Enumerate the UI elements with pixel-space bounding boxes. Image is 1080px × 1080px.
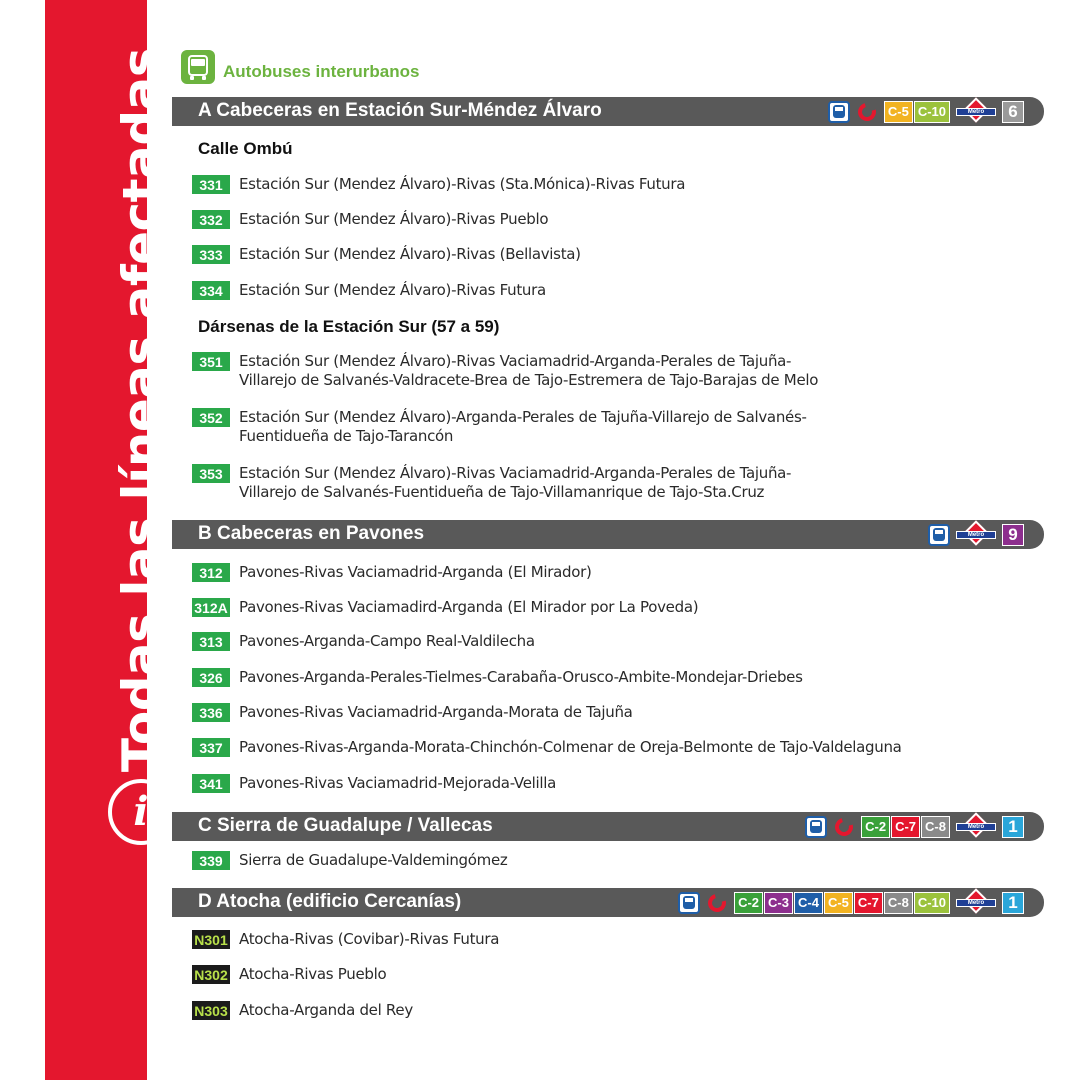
- cercanias-line-badge: C-7: [854, 892, 883, 914]
- group-heading: Calle Ombú: [198, 139, 293, 158]
- line-row: [192, 738, 902, 757]
- line-route: Pavones-Arganda-Perales-Tielmes-Carabaña-Orusco-Ambite-Mondejar-Driebes: [239, 668, 803, 686]
- line-code-badge: 326: [192, 668, 230, 687]
- line-row: [192, 1001, 413, 1020]
- bus-stop-icon: [805, 816, 827, 838]
- line-row: [192, 563, 592, 582]
- group-heading: Dársenas de la Estación Sur (57 a 59): [198, 317, 500, 336]
- line-route: Estación Sur (Mendez Álvaro)-Rivas (Sta.Mónica)-Rivas Futura: [239, 175, 686, 193]
- line-code-badge: 336: [192, 703, 230, 722]
- cercanias-icon: [832, 814, 857, 839]
- section-a-bar: [172, 97, 1044, 126]
- line-row: [192, 598, 698, 617]
- cercanias-line-badge: C-2: [734, 892, 763, 914]
- line-code-badge: 313: [192, 632, 230, 651]
- line-code-badge: N301: [192, 930, 230, 949]
- cercanias-line-badge: C-2: [861, 816, 890, 838]
- cercanias-line-badge: C-5: [884, 101, 913, 123]
- cercanias-icon: [705, 890, 730, 915]
- metro-line-badge: 1: [1002, 816, 1024, 838]
- line-route: Atocha-Rivas Pueblo: [239, 965, 387, 983]
- metro-icon: Metro: [956, 102, 996, 122]
- metro-icon: Metro: [956, 817, 996, 837]
- section-b-bar: [172, 520, 1044, 549]
- transport-icons: [828, 100, 1024, 123]
- line-route: Pavones-Rivas-Arganda-Morata-Chinchón-Colmenar de Oreja-Belmonte de Tajo-Valdelaguna: [239, 738, 902, 756]
- line-route: Pavones-Arganda-Campo Real-Valdilecha: [239, 632, 535, 650]
- section-d-bar: [172, 888, 1044, 917]
- line-row: [192, 281, 546, 300]
- side-title: Todas las líneas afectadas: [112, 47, 170, 773]
- cercanias-line-badge: C-4: [794, 892, 823, 914]
- line-code-badge: 331: [192, 175, 230, 194]
- section-c-bar: [172, 812, 1044, 841]
- line-code-badge: N302: [192, 965, 230, 984]
- line-route: Estación Sur (Mendez Álvaro)-Rivas Pueblo: [239, 210, 549, 228]
- line-row: [192, 408, 807, 446]
- bus-icon: [181, 50, 215, 84]
- cercanias-line-badge: C-8: [921, 816, 950, 838]
- line-code-badge: 333: [192, 245, 230, 264]
- line-route: Estación Sur (Mendez Álvaro)-Rivas (Bellavista): [239, 245, 581, 263]
- cercanias-line-badge: C-5: [824, 892, 853, 914]
- content: [172, 0, 1044, 1080]
- line-row: [192, 245, 581, 264]
- info-icon: i: [108, 779, 174, 845]
- line-code-badge: 312A: [192, 598, 230, 617]
- side-band: [45, 0, 170, 1080]
- line-route: Atocha-Rivas (Covibar)-Rivas Futura: [239, 930, 500, 948]
- line-route: Estación Sur (Mendez Álvaro)-Arganda-Perales de Tajuña-Villarejo de Salvanés- Fuentidueña de Tajo-Tarancón: [239, 408, 807, 445]
- line-row: [192, 703, 633, 722]
- brand-label: Autobuses interurbanos: [223, 62, 420, 81]
- cercanias-line-badge: C-10: [914, 101, 950, 123]
- section-title: B Cabeceras en Pavones: [198, 523, 425, 544]
- metro-line-badge: 6: [1002, 101, 1024, 123]
- line-route: Estación Sur (Mendez Álvaro)-Rivas Futura: [239, 281, 546, 299]
- transport-icons: [805, 815, 1024, 838]
- line-code-badge: 339: [192, 851, 230, 870]
- bus-stop-icon: [828, 101, 850, 123]
- line-code-badge: 312: [192, 563, 230, 582]
- metro-icon: Metro: [956, 525, 996, 545]
- line-row: [192, 774, 556, 793]
- cercanias-line-badge: C-10: [914, 892, 950, 914]
- line-code-badge: 351: [192, 352, 230, 371]
- bus-stop-icon: [678, 892, 700, 914]
- line-code-badge: 352: [192, 408, 230, 427]
- section-title: C Sierra de Guadalupe / Vallecas: [198, 815, 493, 836]
- brand-header: [181, 50, 419, 84]
- line-code-badge: N303: [192, 1001, 230, 1020]
- line-route: Estación Sur (Mendez Álvaro)-Rivas Vaciamadrid-Arganda-Perales de Tajuña- Villarejo de Salvanés-Fuentidueña de Tajo-Villamanrique de Tajo-Sta.Cruz: [239, 464, 792, 501]
- metro-icon: Metro: [956, 893, 996, 913]
- cercanias-line-badge: C-3: [764, 892, 793, 914]
- line-code-badge: 332: [192, 210, 230, 229]
- line-row: [192, 632, 535, 651]
- metro-line-badge: 9: [1002, 524, 1024, 546]
- transport-icons: [928, 523, 1024, 546]
- cercanias-line-badge: C-7: [891, 816, 920, 838]
- section-title: D Atocha (edificio Cercanías): [198, 891, 462, 912]
- line-route: Pavones-Rivas Vaciamadrid-Arganda (El Mirador): [239, 563, 592, 581]
- line-route: Pavones-Rivas Vaciamadird-Arganda (El Mirador por La Poveda): [239, 598, 699, 616]
- line-code-badge: 353: [192, 464, 230, 483]
- line-code-badge: 337: [192, 738, 230, 757]
- line-route: Estación Sur (Mendez Álvaro)-Rivas Vaciamadrid-Arganda-Perales de Tajuña- Villarejo de Salvanés-Valdracete-Brea de Tajo-Estremera de Tajo-Barajas de Melo: [239, 352, 819, 389]
- line-row: [192, 965, 386, 984]
- line-route: Pavones-Rivas Vaciamadrid-Mejorada-Velilla: [239, 774, 557, 792]
- line-code-badge: 334: [192, 281, 230, 300]
- line-row: [192, 352, 818, 390]
- cercanias-icon: [855, 99, 880, 124]
- line-code-badge: 341: [192, 774, 230, 793]
- line-row: [192, 210, 548, 229]
- metro-line-badge: 1: [1002, 892, 1024, 914]
- line-route: Sierra de Guadalupe-Valdemingómez: [239, 851, 508, 869]
- line-route: Pavones-Rivas Vaciamadrid-Arganda-Morata de Tajuña: [239, 703, 633, 721]
- bus-stop-icon: [928, 524, 950, 546]
- line-row: [192, 464, 791, 502]
- transport-icons: [678, 891, 1024, 914]
- line-route: Atocha-Arganda del Rey: [239, 1001, 413, 1019]
- line-row: [192, 851, 507, 870]
- section-title: A Cabeceras en Estación Sur-Méndez Álvaro: [198, 100, 602, 121]
- cercanias-line-badge: C-8: [884, 892, 913, 914]
- line-row: [192, 668, 803, 687]
- line-row: [192, 175, 685, 194]
- line-row: [192, 930, 499, 949]
